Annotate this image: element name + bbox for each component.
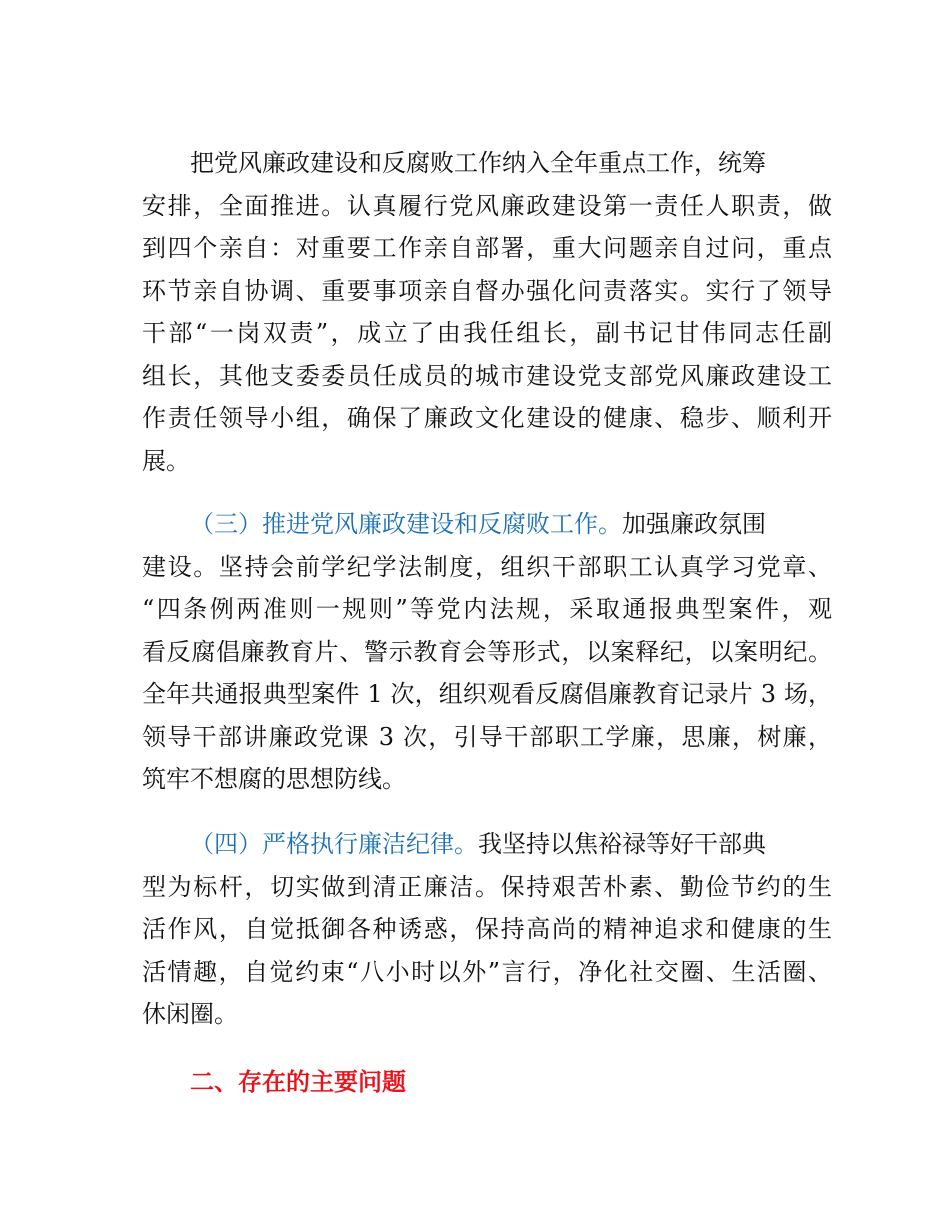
paragraph-3-line-1-rest: 我坚持以焦裕禄等好干部典	[478, 830, 766, 858]
paragraph-1-line-7: 作责任领导小组，确保了廉政文化建设的健康、稳步、顺利开	[142, 404, 832, 432]
paragraph-1-line-4: 环节亲自协调、重要事项亲自督办强化问责落实。实行了领导	[142, 276, 832, 305]
paragraph-1-line-1: 把党风廉政建设和反腐败工作纳入全年重点工作，统筹	[190, 149, 766, 177]
section-heading: 二、存在的主要问题	[190, 1068, 406, 1096]
paragraph-3-line-1	[142, 823, 832, 866]
paragraph-2-line-1-rest: 加强廉政氛围	[622, 510, 766, 538]
subheading-four: （四）严格执行廉洁纪律。	[190, 830, 478, 858]
paragraph-1-line-5: 干部“一岗双责”，成立了由我任组长，副书记甘伟同志任副	[142, 319, 832, 347]
paragraph-3-line-5: 休闲圈。	[142, 1000, 238, 1028]
paragraph-2-line-1	[142, 503, 832, 546]
paragraph-3-line-3: 活作风，自觉抵御各种诱惑，保持高尚的精神追求和健康的生	[142, 915, 832, 943]
paragraph-2-line-4: 看反腐倡廉教育片、警示教育会等形式，以案释纪，以案明纪。	[142, 637, 832, 666]
paragraph-1-line-6: 组长，其他支委委员任成员的城市建设党支部党风廉政建设工	[142, 361, 832, 390]
paragraph-3-line-2: 型为标杆，切实做到清正廉洁。保持艰苦朴素、勤俭节约的生	[142, 872, 832, 901]
paragraph-1	[142, 142, 832, 482]
paragraph-1-line-3: 到四个亲自：对重要工作亲自部署，重大问题亲自过问，重点	[142, 234, 832, 262]
paragraph-2-line-2: 建设。坚持会前学纪学法制度，组织干部职工认真学习党章、	[142, 552, 832, 581]
paragraph-2-line-6: 领导干部讲廉政党课 3 次，引导干部职工学廉，思廉，树廉，	[142, 722, 832, 751]
paragraph-3	[142, 823, 832, 1036]
paragraph-1-line-8: 展。	[142, 446, 190, 475]
paragraph-2	[142, 503, 832, 801]
paragraph-2-line-7: 筑牢不想腐的思想防线。	[142, 765, 406, 793]
paragraph-3-line-4: 活情趣，自觉约束“八小时以外”言行，净化社交圈、生活圈、	[142, 957, 832, 986]
paragraph-2-line-5: 全年共通报典型案件 1 次，组织观看反腐倡廉教育记录片 3 场，	[142, 680, 832, 708]
paragraph-2-line-3: “四条例两准则一规则”等党内法规，采取通报典型案件，观	[142, 595, 832, 623]
subheading-three: （三）推进党风廉政建设和反腐败工作。	[190, 510, 622, 538]
paragraph-1-line-2: 安排，全面推进。认真履行党风廉政建设第一责任人职责，做	[142, 191, 832, 220]
